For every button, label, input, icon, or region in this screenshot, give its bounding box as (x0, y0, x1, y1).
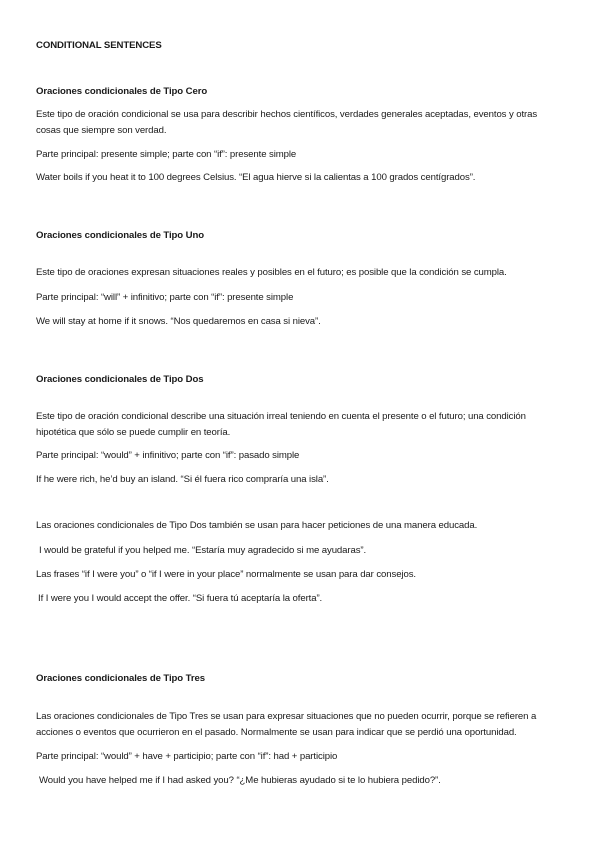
section-heading-tipo-uno: Oraciones condicionales de Tipo Uno (36, 230, 204, 241)
paragraph: Parte principal: “would” + have + participio; parte con “if”: had + participio (36, 751, 338, 762)
paragraph: Water boils if you heat it to 100 degrees Celsius. “El agua hierve si la calientas a 100 grados centígrados”. (36, 172, 476, 183)
section-heading-tipo-cero: Oraciones condicionales de Tipo Cero (36, 86, 208, 97)
paragraph: Este tipo de oración condicional describe una situación irreal teniendo en cuenta el presente o el futuro; una condición hipotética que sólo se puede cumplir en teoría. (36, 411, 526, 438)
document-title: CONDITIONAL SENTENCES (36, 40, 162, 51)
paragraph: Parte principal: “will” + infinitivo; parte con “if”: presente simple (36, 292, 294, 303)
paragraph: Las oraciones condicionales de Tipo Dos también se usan para hacer peticiones de una manera educada. (36, 520, 478, 531)
paragraph: Would you have helped me if I had asked you? “¿Me hubieras ayudado si te lo hubiera pedido?”. (39, 775, 441, 786)
paragraph: We will stay at home if it snows. “Nos quedaremos en casa si nieva”. (36, 316, 321, 327)
paragraph: I would be grateful if you helped me. “Estaría muy agradecido si me ayudaras”. (39, 545, 367, 556)
paragraph: Las oraciones condicionales de Tipo Tres se usan para expresar situaciones que no pueden ocurrir, porque se refieren a acciones o eventos que ocurrieron en el pasado. Normalmente se usan para indicar que se perdió una oportunidad. (36, 711, 537, 738)
section-heading-tipo-tres: Oraciones condicionales de Tipo Tres (36, 673, 205, 684)
paragraph: Este tipo de oraciones expresan situaciones reales y posibles en el futuro; es posible que la condición se cumpla. (36, 267, 507, 278)
paragraph: Este tipo de oración condicional se usa para describir hechos científicos, verdades generales aceptadas, eventos y otras cosas que siempre son verdad. (36, 109, 538, 136)
paragraph: Parte principal: presente simple; parte con “if”: presente simple (36, 149, 297, 160)
paragraph: If I were you I would accept the offer. “Si fuera tú aceptaría la oferta”. (38, 593, 323, 604)
section-heading-tipo-dos: Oraciones condicionales de Tipo Dos (36, 374, 204, 385)
paragraph: Parte principal: “would” + infinitivo; parte con “if”: pasado simple (36, 450, 300, 461)
paragraph: Las frases “if I were you” o “if I were in your place” normalmente se usan para dar consejos. (36, 569, 416, 580)
paragraph: If he were rich, he’d buy an island. “Si él fuera rico compraría una isla”. (36, 474, 329, 485)
